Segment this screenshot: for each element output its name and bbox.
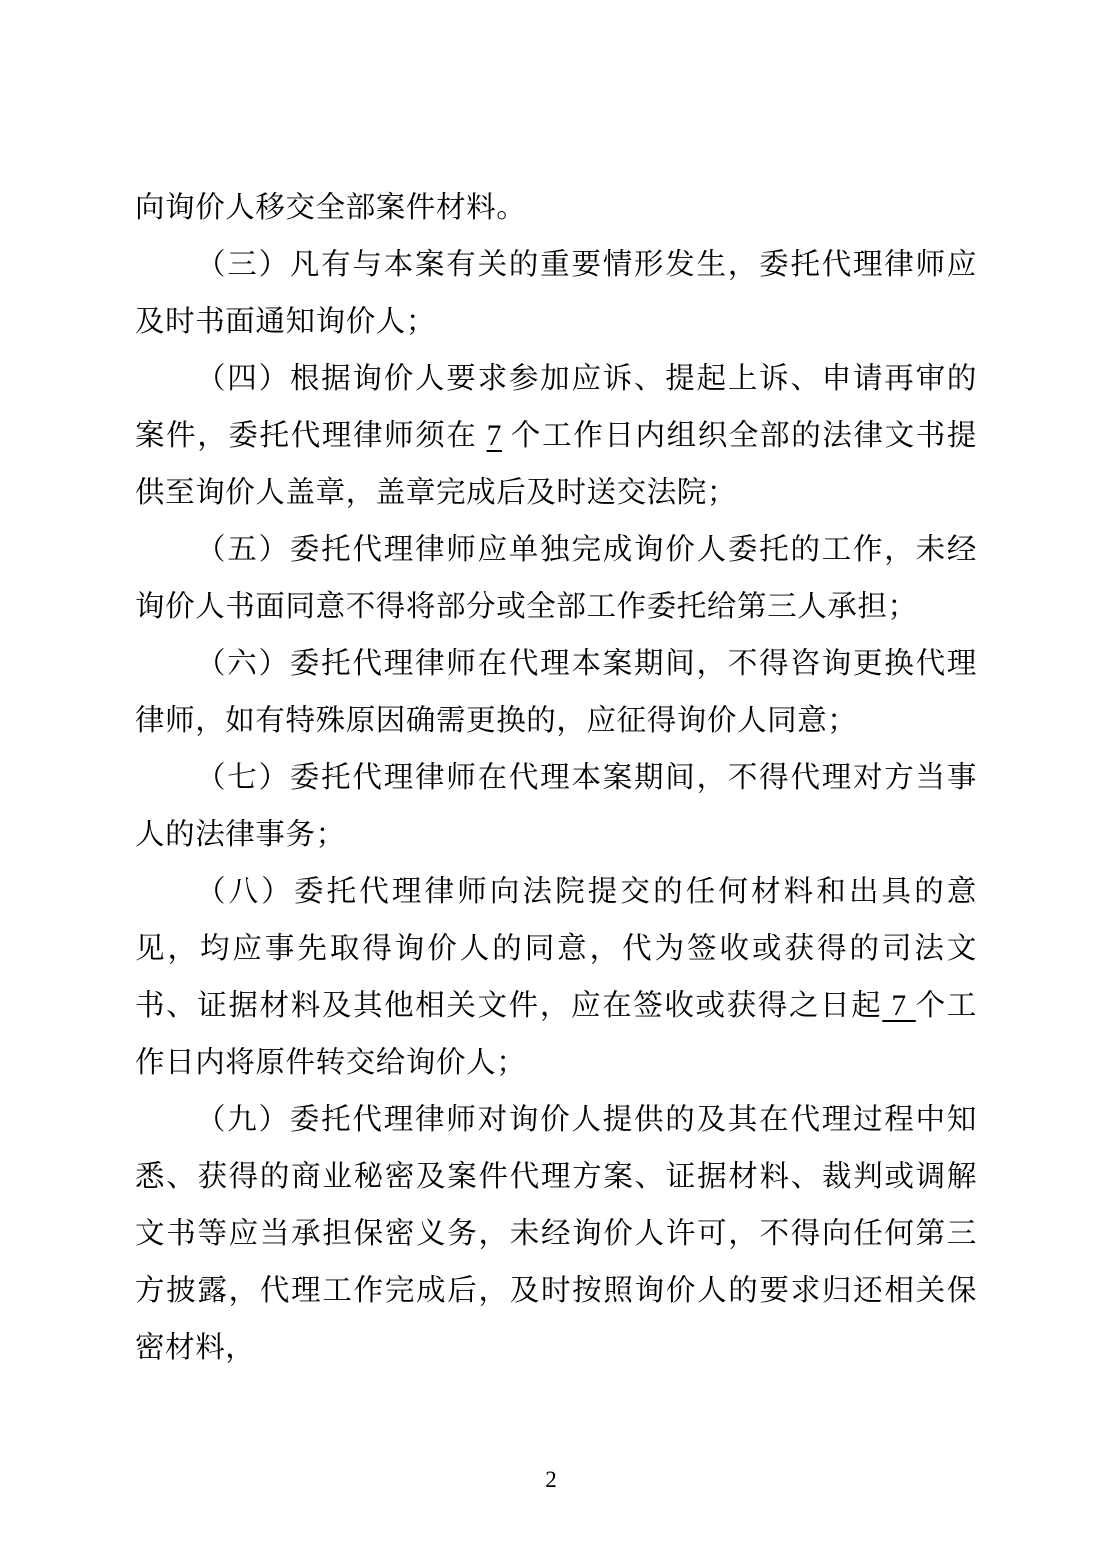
paragraph-item-eight xyxy=(135,864,977,1092)
document-body xyxy=(135,180,977,1377)
paragraph-item-three: （三）凡有与本案有关的重要情形发生，委托代理律师应及时书面通知询价人； xyxy=(135,249,977,338)
paragraph-item-seven: （七）委托代理律师在代理本案期间，不得代理对方当事人的法律事务； xyxy=(135,762,977,851)
text-run: （四）根据询价人要求参加应诉、提起上诉、申请再审的案件，委托代理律师须在 xyxy=(135,363,977,452)
text-run: 个工作日内将原件转交给询价人； xyxy=(135,990,977,1079)
paragraph-item-nine: （九）委托代理律师对询价人提供的及其在代理过程中知悉、获得的商业秘密及案件代理方案、证据材料、裁判或调解文书等应当承担保密义务，未经询价人许可，不得向任何第三方披露，代理工作完成后，及时按照询价人的要求归还相关保密材料， xyxy=(135,1104,977,1364)
text-run: 个工作日内组织全部的法律文书提供至询价人盖章，盖章完成后及时送交法院； xyxy=(135,420,977,509)
underlined-value: 7 xyxy=(486,420,502,452)
page-number: 2 xyxy=(545,1467,557,1492)
text-run: （八）委托代理律师向法院提交的任何材料和出具的意见，均应事先取得询价人的同意，代为签收或获得的司法文书、证据材料及其他相关文件，应在签收或获得之日起 xyxy=(135,876,977,1022)
paragraph-item-four xyxy=(135,351,977,522)
paragraph-carryover-line: 向询价人移交全部案件材料。 xyxy=(135,192,527,224)
paragraph-item-five: （五）委托代理律师应单独完成询价人委托的工作，未经询价人书面同意不得将部分或全部工作委托给第三人承担； xyxy=(135,534,977,623)
underlined-value: 7 xyxy=(882,990,916,1022)
paragraph-item-six: （六）委托代理律师在代理本案期间，不得咨询更换代理律师，如有特殊原因确需更换的，应征得询价人同意； xyxy=(135,648,977,737)
